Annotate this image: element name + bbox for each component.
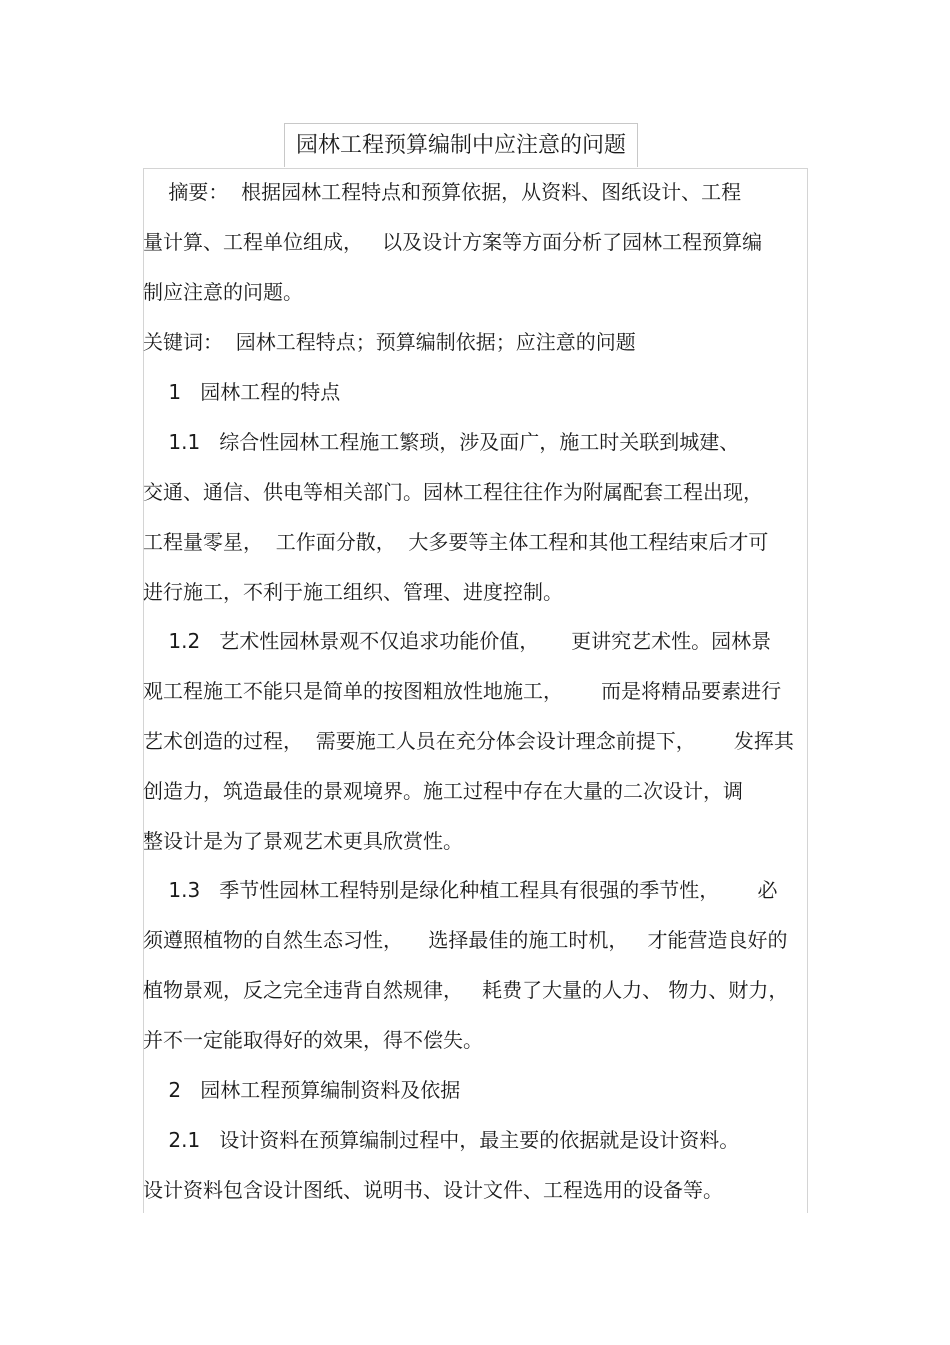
paragraph-line: 交通、通信、供电等相关部门。园林工程往往作为附属配套工程出现， bbox=[143, 480, 763, 504]
section-heading-1: 1 园林工程的特点 bbox=[143, 380, 341, 404]
abstract-line-3: 制应注意的问题。 bbox=[143, 280, 303, 304]
paragraph-line: 须遵照植物的自然生态习性， 选择最佳的施工时机， 才能营造良好的 bbox=[143, 928, 788, 952]
paragraph-line: 1.1 综合性园林工程施工繁琐，涉及面广，施工时关联到城建、 bbox=[143, 430, 740, 454]
paragraph-line: 观工程施工不能只是简单的按图粗放性地施工， 而是将精品要素进行 bbox=[143, 679, 782, 703]
paragraph-line: 艺术创造的过程， 需要施工人员在充分体会设计理念前提下， 发挥其 bbox=[143, 729, 794, 753]
paragraph-line: 并不一定能取得好的效果，得不偿失。 bbox=[143, 1028, 483, 1052]
paragraph-line: 工程量零星， 工作面分散， 大多要等主体工程和其他工程结束后才可 bbox=[143, 530, 769, 554]
document-title: 园林工程预算编制中应注意的问题 bbox=[295, 133, 626, 158]
paragraph-line: 植物景观，反之完全违背自然规律， 耗费了大量的人力、 物力、财力， bbox=[143, 978, 789, 1002]
paragraph-line: 进行施工，不利于施工组织、管理、进度控制。 bbox=[143, 580, 563, 604]
paragraph-line: 1.2 艺术性园林景观不仅追求功能价值， 更讲究艺术性。园林景 bbox=[143, 629, 772, 653]
abstract-line-2: 量计算、工程单位组成， 以及设计方案等方面分析了园林工程预算编 bbox=[143, 230, 763, 254]
paragraph-line: 1.3 季节性园林工程特别是绿化种植工程具有很强的季节性， 必 bbox=[143, 878, 778, 902]
section-heading-2: 2 园林工程预算编制资料及依据 bbox=[143, 1078, 461, 1102]
paragraph-line: 2.1 设计资料在预算编制过程中，最主要的依据就是设计资料。 bbox=[143, 1128, 740, 1152]
abstract-line-1: 摘要： 根据园林工程特点和预算依据，从资料、图纸设计、工程 bbox=[143, 180, 742, 204]
keywords-line: 关键词： 园林工程特点；预算编制依据；应注意的问题 bbox=[143, 330, 636, 354]
paragraph-line: 设计资料包含设计图纸、说明书、设计文件、工程选用的设备等。 bbox=[143, 1178, 723, 1202]
paragraph-line: 整设计是为了景观艺术更具欣赏性。 bbox=[143, 829, 463, 853]
paragraph-line: 创造力，筑造最佳的景观境界。施工过程中存在大量的二次设计，调 bbox=[143, 779, 743, 803]
